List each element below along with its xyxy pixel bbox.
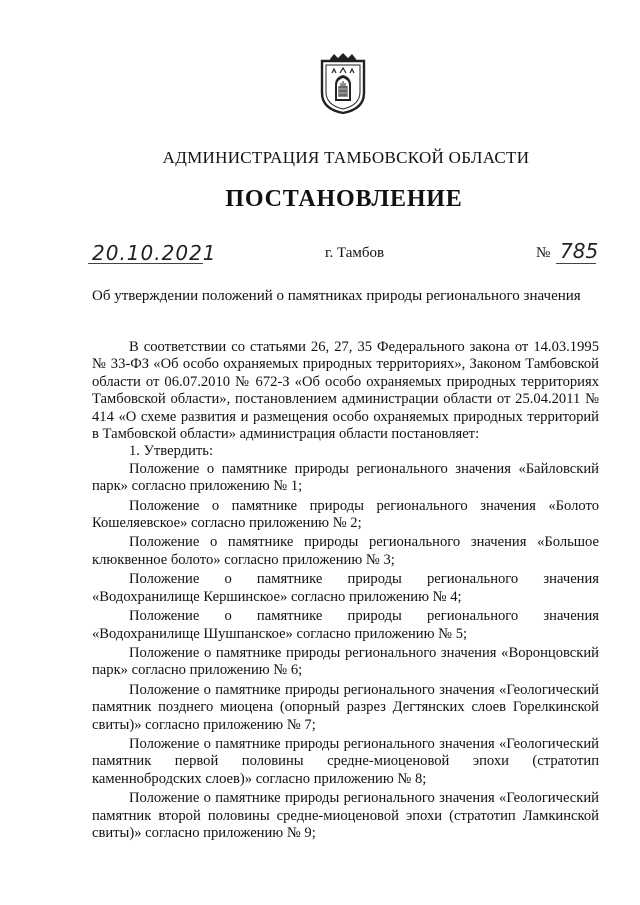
coat-of-arms-emblem: [318, 53, 368, 115]
date-underline: [88, 263, 203, 264]
list-item: Положение о памятнике природы регионального значения «Водохранилище Шушпанское» согласно приложению № 5;: [92, 608, 599, 642]
list-item: Положение о памятнике природы регионального значения «Воронцовский парк» согласно приложению № 6;: [92, 644, 599, 679]
preamble-paragraph: В соответствии со статьями 26, 27, 35 Федерального закона от 14.03.1995 № 33-ФЗ «Об особо охраняемых природных территориях», Законом Тамбовской области от 06.07.2010 № 672-З «Об особо охраняемых природных территориях Тамбовской области», постановлением администрации области от 25.04.2011 № 414 «О схеме развития и размещения особо охраняемых природных территорий в Тамбовской области» администрация области постановляет:: [92, 339, 599, 443]
list-item: Положение о памятнике природы регионального значения «Геологический памятник позднего миоцена (опорный разрез Дегтянских слоев Горелкинской свиты)» согласно приложению № 7;: [92, 681, 599, 733]
document-body: [92, 339, 599, 842]
number-underline: [556, 263, 596, 264]
document-number: 785: [560, 239, 599, 263]
list-item: Положение о памятнике природы регионального значения «Байловский парк» согласно приложению № 1;: [92, 460, 599, 495]
document-city: г. Тамбов: [325, 245, 385, 261]
document-subject: Об утверждении положений о памятниках природы регионального значения: [92, 288, 581, 304]
list-item: Положение о памятнике природы регионального значения «Большое клюквенное болото» согласно приложению № 3;: [92, 534, 599, 568]
list-item: Положение о памятнике природы регионального значения «Геологический памятник второй половины средне-миоценовой эпохи (стратотип Ламкинской свиты)» согласно приложению № 9;: [92, 790, 599, 841]
document-type-title: ПОСТАНОВЛЕНИЕ: [225, 186, 463, 212]
organization-title: АДМИНИСТРАЦИЯ ТАМБОВСКОЙ ОБЛАСТИ: [162, 148, 530, 167]
point-1-heading: 1. Утвердить:: [129, 443, 214, 460]
number-sign: №: [536, 245, 551, 261]
list-item: Положение о памятнике природы регионального значения «Болото Кошеляевское» согласно приложению № 2;: [92, 497, 599, 532]
document-meta-row: [0, 241, 640, 271]
list-item: Положение о памятнике природы регионального значения «Водохранилище Кершинское» согласно приложению № 4;: [92, 571, 599, 605]
document-date: 20.10.2021: [92, 241, 217, 265]
list-item: Положение о памятнике природы регионального значения «Геологический памятник первой половины средне-миоценовой эпохи (стратотип каменнобродских слоев)» согласно приложению № 8;: [92, 735, 599, 787]
